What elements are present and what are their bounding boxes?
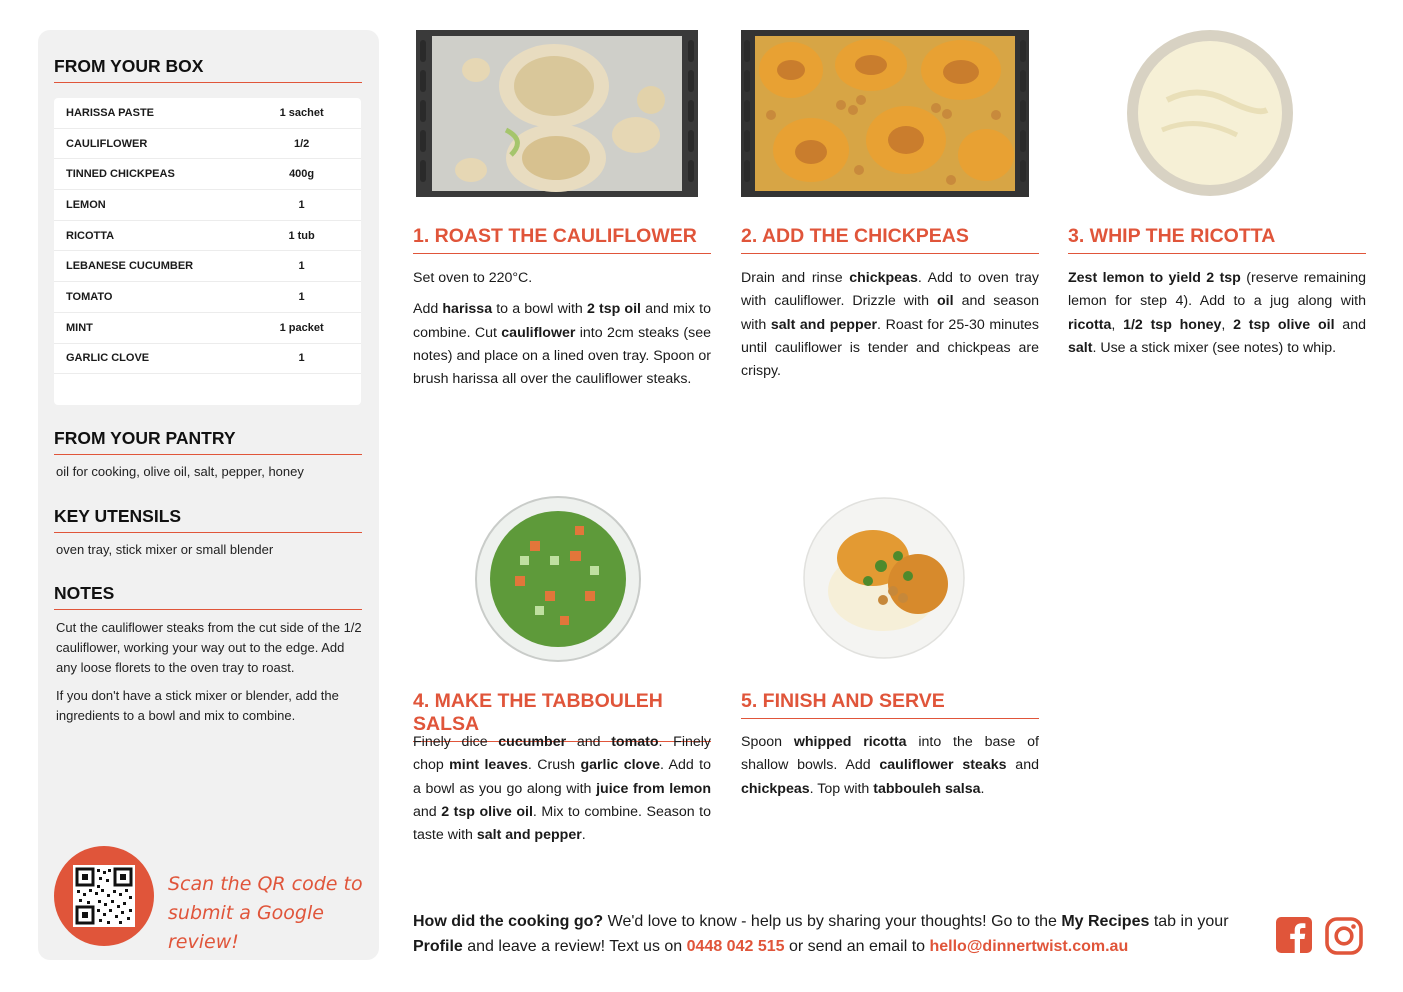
utensils-heading: KEY UTENSILS [54,506,362,533]
qr-text-line-2: submit a Google review! [168,902,324,953]
step-1-body [413,267,711,399]
table-row [54,98,361,129]
ingredient-name: MINT [66,321,93,334]
table-row [54,190,361,221]
table-row [54,221,361,252]
ingredient-name: CAULIFLOWER [66,137,148,150]
ingredient-qty: 1 sachet [279,106,324,119]
step-1-paragraph-1: Set oven to 220°C. [413,270,533,286]
ingredient-name: HARISSA PASTE [66,106,155,119]
step-2-paragraph: Drain and rinse chickpeas. Add to oven tray with cauliflower. Drizzle with oil and season with salt and pepper. Roast for 25-30 minutes until cauliflower is tender and chickpeas are crispy. [741,270,1040,380]
sidebar [38,30,379,960]
step-5-body [741,731,1039,809]
qr-code-icon [73,865,135,927]
pantry-text: oil for cooking, olive oil, salt, pepper, honey [56,464,304,479]
table-row [54,282,361,313]
qr-text-line-1: Scan the QR code to [168,873,363,895]
facebook-icon[interactable] [1276,917,1314,955]
ingredient-name: TINNED CHICKPEAS [66,168,175,181]
ingredient-name: GARLIC CLOVE [66,352,150,365]
email-link[interactable]: hello@dinnertwist.com.au [929,938,1129,955]
ingredient-name: TOMATO [66,290,113,303]
ingredient-qty: 1 tub [288,229,315,242]
ingredient-qty: 1 [298,290,305,303]
footer-question: How did the cooking go? [413,913,604,930]
step-3-image [1127,30,1294,197]
my-recipes-label: My Recipes [1061,913,1150,930]
utensils-text: oven tray, stick mixer or small blender [56,542,274,557]
qr-code-badge[interactable] [54,846,154,946]
step-3-paragraph: Zest lemon to yield 2 tsp (reserve remaining lemon for step 4). Add to a jug along with ricotta, 1/2 tsp honey, 2 tsp olive oil and salt. Use a stick mixer (see notes) to whip. [1068,270,1366,356]
step-4-body [413,731,711,855]
phone-link[interactable]: 0448 042 515 [686,938,785,955]
ingredient-name: RICOTTA [66,229,115,242]
step-1-title: 1. ROAST THE CAULIFLOWER [413,225,711,254]
profile-label: Profile [413,938,463,955]
qr-review-prompt [168,870,368,957]
step-4-image [475,496,641,662]
box-ingredients-table [54,98,361,405]
table-row [54,251,361,282]
notes-heading: NOTES [54,583,362,610]
notes-paragraph-2: If you don't have a stick mixer or blender, add the ingredients to a bowl and mix to combine. [56,688,339,723]
ingredient-qty: 1 [298,352,305,365]
step-3-body [1068,267,1366,368]
table-row [54,129,361,160]
step-4-paragraph: Finely dice cucumber and tomato. Finely chop mint leaves. Crush garlic clove. Add to a bowl as you go along with juice from lemon and 2 tsp olive oil. Mix to combine. Season to taste with salt and pepper. [413,734,711,844]
step-1-paragraph-2: Add harissa to a bowl with 2 tsp oil and mix to combine. Cut cauliflower into 2cm steaks (see notes) and place on a lined oven tray. Spoon or brush harissa all over the cauliflower steaks. [413,301,711,388]
ingredient-qty: 1 packet [279,321,324,334]
table-row [54,313,361,344]
pantry-heading: FROM YOUR PANTRY [54,428,362,455]
table-row [54,159,361,190]
box-heading: FROM YOUR BOX [54,56,362,83]
ingredient-qty: 1/2 [293,137,310,150]
step-3-title: 3. WHIP THE RICOTTA [1068,225,1366,254]
ingredient-name: LEBANESE CUCUMBER [66,260,194,273]
step-2-body [741,267,1039,391]
ingredient-qty: 1 [298,260,305,273]
step-5-paragraph: Spoon whipped ricotta into the base of shallow bowls. Add cauliflower steaks and chickpeas. Top with tabbouleh salsa. [741,734,1040,797]
step-5-title: 5. FINISH AND SERVE [741,690,1039,719]
ingredient-name: LEMON [66,198,106,211]
step-2-title: 2. ADD THE CHICKPEAS [741,225,1039,254]
step-2-image [741,30,1029,197]
step-4-title: 4. MAKE THE TABBOULEH SALSA [413,690,711,742]
ingredient-qty: 1 [298,198,305,211]
table-row [54,344,361,375]
instagram-icon[interactable] [1325,917,1363,955]
step-1-image [416,30,698,197]
step-5-image [803,496,965,660]
ingredient-qty: 400g [289,168,315,181]
notes-paragraph-1: Cut the cauliflower steaks from the cut side of the 1/2 cauliflower, working your way out to the edge. Add any loose florets to the oven tray to roast. [56,620,362,675]
feedback-footer: How did the cooking go? We'd love to know - help us by sharing your thoughts! Go to the My Recipes tab in your Profile and leave a review! Text us on 0448 042 515 or send an email to hello@dinnertwist.com.au [413,913,1229,955]
